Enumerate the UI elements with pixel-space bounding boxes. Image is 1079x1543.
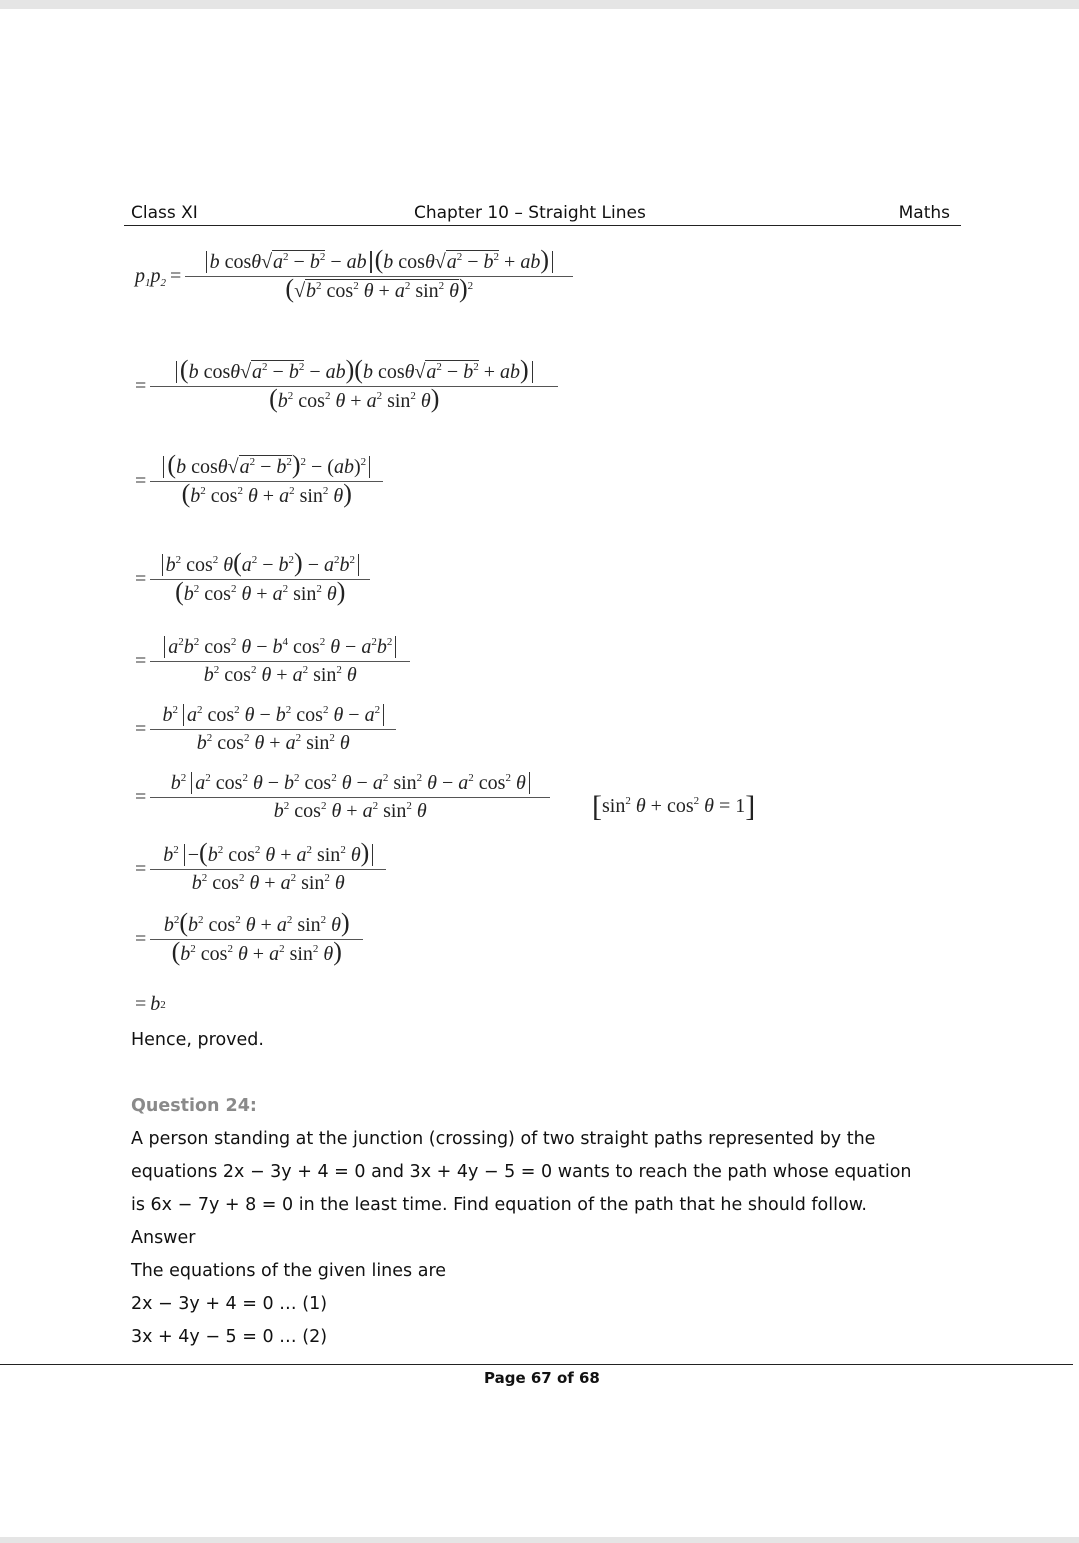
page-number: Page 67 of 68 (484, 1369, 600, 1387)
answer-label: Answer (131, 1228, 196, 1248)
identity-note: [$\sin^2$ $\theta + \cos^2 \theta = 1$] (592, 790, 756, 823)
conclusion-text: Hence, proved. (131, 1030, 264, 1050)
header-chapter: Chapter 10 – Straight Lines (414, 203, 646, 223)
answer-equation-2: 3x + 4y − 5 = 0 … (2) (131, 1327, 328, 1347)
question-line-1: A person standing at the junction (crossing) of two straight paths represented by the (131, 1129, 876, 1149)
footer-rule (0, 1364, 1073, 1365)
equation-step-1: $p_1p_2$ = $\frac{b \cos\theta√a^2 - b^2 - ab (b \cos\theta√a^2 - b^2 + ab)}{(√b^2 \cos^2 \theta + a^2 \sin^2 \theta)^2}$ (135, 250, 573, 303)
answer-equation-1: 2x − 3y + 4 = 0 … (1) (131, 1294, 328, 1314)
equation-step-6: = $\frac{b^2 a^2 \cos^2 \theta - b^2 \cos^2 \theta - a^2}{b^2 \cos^2 \theta + a^2 \sin^2 \theta}$ (135, 704, 396, 755)
header-subject: Maths (898, 203, 950, 223)
question-line-2: equations 2x − 3y + 4 = 0 and 3x + 4y − 5 = 0 wants to reach the path whose equation (131, 1162, 912, 1182)
equation-step-4: = $\frac{b^2 \cos^2 \theta(a^2 - b^2) - a^2b^2}{(b^2 \cos^2 \theta + a^2 \sin^2 \theta)}$ (135, 553, 370, 606)
equation-step-8: = $\frac{b^2 -(b^2 \cos^2 \theta + a^2 \sin^2 \theta)}{b^2 \cos^2 \theta + a^2 \sin^2 \theta}$ (135, 843, 386, 895)
equation-step-3: = $\frac{(b \cos\theta√a^2 - b^2)^2 - (ab)^2}{(b^2 \cos^2 \theta + a^2 \sin^2 \theta)}$ (135, 455, 383, 508)
header-class: Class XI (131, 203, 198, 223)
viewer-top-bar (0, 0, 1079, 9)
equation-result: = b 2 (135, 993, 166, 1015)
equation-step-7: = $\frac{b^2 a^2 \cos^2 \theta - b^2 \cos^2 \theta - a^2 \sin^2 \theta - a^2 \cos^2 \theta}{b^2 \cos^2 \theta + a^2 \sin^2 \theta}$ (135, 772, 550, 823)
equation-step-2: = $\frac{(b \cos\theta√a^2 - b^2 - ab)(b \cos\theta√a^2 - b^2 + ab)}{(b^2 \cos^2 \theta + a^2 \sin^2 \theta)}$ (135, 360, 558, 413)
viewer-bottom-bar (0, 1537, 1079, 1543)
equation-step-9: = $\frac{b^2(b^2 \cos^2 \theta + a^2 \sin^2 \theta)}{(b^2 \cos^2 \theta + a^2 \sin^2 \theta)}$ (135, 913, 363, 966)
equation-step-5: = $\frac{a^2b^2 \cos^2 \theta - b^4 \cos^2 \theta - a^2b^2}{b^2 \cos^2 \theta + a^2 \sin^2 \theta}$ (135, 636, 410, 687)
page-header (124, 203, 961, 226)
answer-intro: The equations of the given lines are (131, 1261, 447, 1281)
question-line-3: is 6x − 7y + 8 = 0 in the least time. Find equation of the path that he should follow. (131, 1195, 867, 1215)
question-title: Question 24: (131, 1096, 257, 1116)
